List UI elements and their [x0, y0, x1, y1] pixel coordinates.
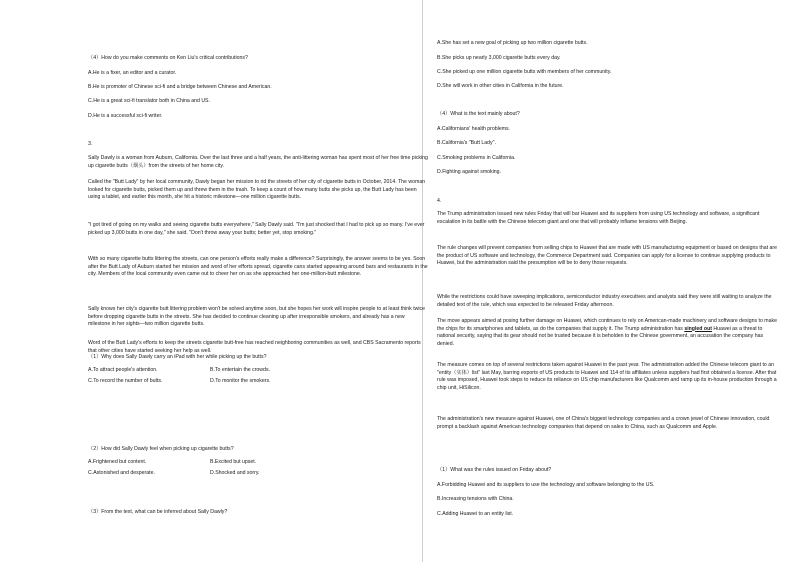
answer-option: D.Fighting against smoking.: [437, 169, 502, 175]
answer-option: D.He is a successful sci-fi writer.: [88, 113, 163, 119]
answer-option: D.To monitor the smokers.: [210, 378, 271, 384]
passage-paragraph: The measure comes on top of several restrictions taken against Huawei in the past year. The administration added the Chinese telecom giant to an "entity（实体）list" last May, barring exports of US products to Huawei and 114 of its affiliates unless suppliers had first obtained a license. After that rule was imposed, Huawei took steps to reduce its reliance on US chip manufacturers like Qualcomm and ramp up its in-house production through a chip unit, HiSilicon.: [437, 362, 777, 391]
section-number: 4.: [437, 198, 442, 204]
question-stem: （4）What is the text mainly about?: [437, 111, 520, 117]
answer-option: C.Astonished and desperate.: [88, 470, 155, 476]
answer-option: B.He is promoter of Chinese sci-fi and a bridge between Chinese and American.: [88, 84, 272, 90]
answer-option: A.To attract people's attention.: [88, 367, 158, 373]
answer-option: C.He is a great sci-fi translator both in China and US.: [88, 98, 210, 104]
answer-option: A.He is a fixer, an editor and a curator.: [88, 70, 177, 76]
answer-option: C.To record the number of butts.: [88, 378, 163, 384]
passage-paragraph: While the restrictions could have sweeping implications, semiconductor industry executives and analysts said they were still waiting to analyze the detailed text of the rule, which was expected to be released Friday afternoon.: [437, 294, 772, 308]
answer-option: C.Smoking problems in California.: [437, 155, 516, 161]
answer-option: D.Shocked and sorry.: [210, 470, 260, 476]
underlined-term: singled out: [684, 325, 712, 332]
passage-paragraph: The administration's new measure against Huawei, one of China's biggest technology companies and a crown jewel of Chinese innovation, could prompt a backlash against American technology companies that depend on sales to China, such as Qualcomm and Apple.: [437, 416, 770, 430]
answer-option: C.Adding Huawei to an entity list.: [437, 511, 514, 517]
passage-paragraph: Sally knows her city's cigarette butt littering problem won't be solved anytime soon, but she hopes her work will inspire people to at least think twice before dropping cigarette butts in the streets. She has decided to continue cleaning up after irresponsible smokers, and already has a new milestone in her sights—two million cigarette butts.: [88, 306, 426, 328]
answer-option: B.California's "Butt Lady".: [437, 140, 496, 146]
question-stem: （1）What was the rules issued on Friday about?: [437, 467, 552, 473]
answer-option: A.Californians' health problems.: [437, 126, 511, 132]
paragraph-text: Huawei as a threat to national security, saying that its gear should not be trusted because it is beholden to the Chinese government, an accusation the company has denied.: [437, 325, 764, 347]
answer-option: B.To entertain the crowds.: [210, 367, 270, 373]
answer-option: B.Excited but upset.: [210, 459, 257, 465]
section-number: 3.: [88, 141, 93, 147]
answer-option: A.Forbidding Huawei and its suppliers to use the technology and software belonging to the US.: [437, 482, 655, 488]
question-stem: （3）From the text, what can be inferred about Sally Dawly?: [88, 509, 228, 515]
passage-paragraph: Word of the Butt Lady's efforts to keep the streets cigarette butt-free has reached neighboring communities as well, and CBS Sacramento reports that other cities have started seeking her help as well.: [88, 340, 421, 354]
passage-paragraph: "I got tired of going on my walks and seeing cigarette butts everywhere," Sally Dawly said. "I'm just shocked that I had to pick up so many. I've ever picked up 3,000 butts in one day," she said. "Don't throw away your butts; better yet, stop smoking.": [88, 222, 425, 236]
passage-paragraph: [437, 318, 777, 348]
answer-option: A.She has set a new goal of picking up two million cigarette butts.: [437, 40, 588, 46]
answer-option: A.Frightened but content.: [88, 459, 147, 465]
passage-paragraph: The Trump administration issued new rules Friday that will bar Huawei and its suppliers from using US technology and software, a significant escalation in its battle with the Chinese telecom giant and one that will probably inflame tensions with Beijing.: [437, 211, 760, 225]
answer-option: B.She picks up nearly 3,000 cigarette butts every day.: [437, 55, 561, 61]
paragraph-text: The move appears aimed at posing further damage on Huawei, which continues to rely on American-made machinery and software designs to make the chips for its smartphones and tablets, as do the companies that supply it. The Trump administration has: [437, 318, 777, 332]
question-stem: （2）How did Sally Dawly feel when picking up cigarette butts?: [88, 446, 234, 452]
question-stem: （1）Why does Sally Dawly carry an iPad with her while picking up the butts?: [88, 354, 267, 360]
answer-option: C.She picked up one million cigarette butts with members of her community.: [437, 69, 612, 75]
answer-option: B.Increasing tensions with China.: [437, 496, 514, 502]
answer-option: D.She will work in other cities in California in the future.: [437, 83, 564, 89]
passage-paragraph: Sally Dawly is a woman from Auburn, California. Over the last three and a half years, the anti-littering woman has spent most of her free time picking up cigarette butts（烟头）from the streets of her home city.: [88, 155, 428, 169]
passage-paragraph: Called the "Butt Lady" by her local community, Dawly began her mission to rid the streets of her city of cigarette butts in October, 2014. The woman looked for cigarette butts, picked them up and threw them in the trash. To keep a count of how many butts she picks up, the Butt Lady has been using a tablet, and earlier this month, she hit a historic milestone—one million cigarette butts.: [88, 179, 426, 201]
passage-paragraph: The rule changes will prevent companies from selling chips to Huawei that are made with US manufacturing equipment or based on designs that are the product of US software and technology, the Commerce Department said. Companies can apply for a license to continue supplying products to Huawei, but the administration said the presumption will be to deny those requests.: [437, 245, 777, 267]
passage-paragraph: With so many cigarette butts littering the streets, can one person's efforts really make a difference? Surprisingly, the answer seems to be yes. Soon after the Butt Lady of Auburn started her mission and word of her efforts spread, cigarette cans started appearing around bars and restaurants in the city. Members of the local community even came out to cheer her on as she approached her one-million-butt milestone.: [88, 256, 428, 278]
question-stem: （4）How do you make comments on Ken Liu's critical contributions?: [88, 55, 248, 61]
